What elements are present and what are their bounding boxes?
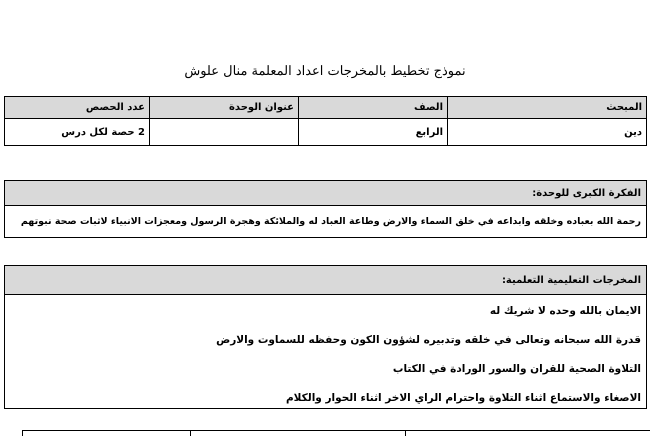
big-idea-heading: الفكرة الكبرى للوحدة: (5, 181, 646, 206)
big-idea-text: رحمة الله بعباده وخلقه وابداعه في خلق السماء والارض وطاعة العباد له والملائكة وهجرة الرسول ومعجزات الانبياء لاثبات صحة نبوتهم (20, 216, 641, 227)
learning-outcomes-heading: المخرجات التعليمية التعلمية: (5, 266, 646, 295)
unit-info-header-row (5, 97, 647, 119)
list-item: الاصغاء والاستماع اثناء التلاوة واحترام الراي الاخر اثناء الحوار والكلام (285, 392, 641, 404)
unit-title-header: عنوان الوحدة (150, 97, 299, 119)
grade-value: الرابع (299, 119, 448, 146)
unit-info-table (4, 96, 647, 146)
next-table-divider (190, 430, 191, 436)
subject-header: المبحث (448, 97, 647, 119)
list-item: الايمان بالله وحده لا شريك له (489, 305, 641, 317)
learning-outcomes-section (4, 265, 647, 409)
subject-value: دين (448, 119, 647, 146)
next-table-border (22, 430, 650, 431)
learning-outcomes-list (5, 295, 646, 417)
big-idea-section (4, 180, 647, 238)
unit-info-value-row (5, 119, 647, 146)
list-item: قدرة الله سبحانه وتعالى في خلقه وتدبيره لشؤون الكون وحفظه للسماوت والارض (216, 334, 641, 346)
list-item: التلاوة الصحية للقران والسور الورادة في الكتاب (392, 363, 641, 375)
next-table-divider (405, 430, 406, 436)
unit-title-value (150, 119, 299, 146)
grade-header: الصف (299, 97, 448, 119)
num-lessons-value: 2 حصة لكل درس (5, 119, 150, 146)
next-table-divider (22, 430, 23, 436)
page-title: نموذج تخطيط بالمخرجات اعداد المعلمة منال علوش (184, 64, 466, 79)
num-lessons-header: عدد الحصص (5, 97, 150, 119)
